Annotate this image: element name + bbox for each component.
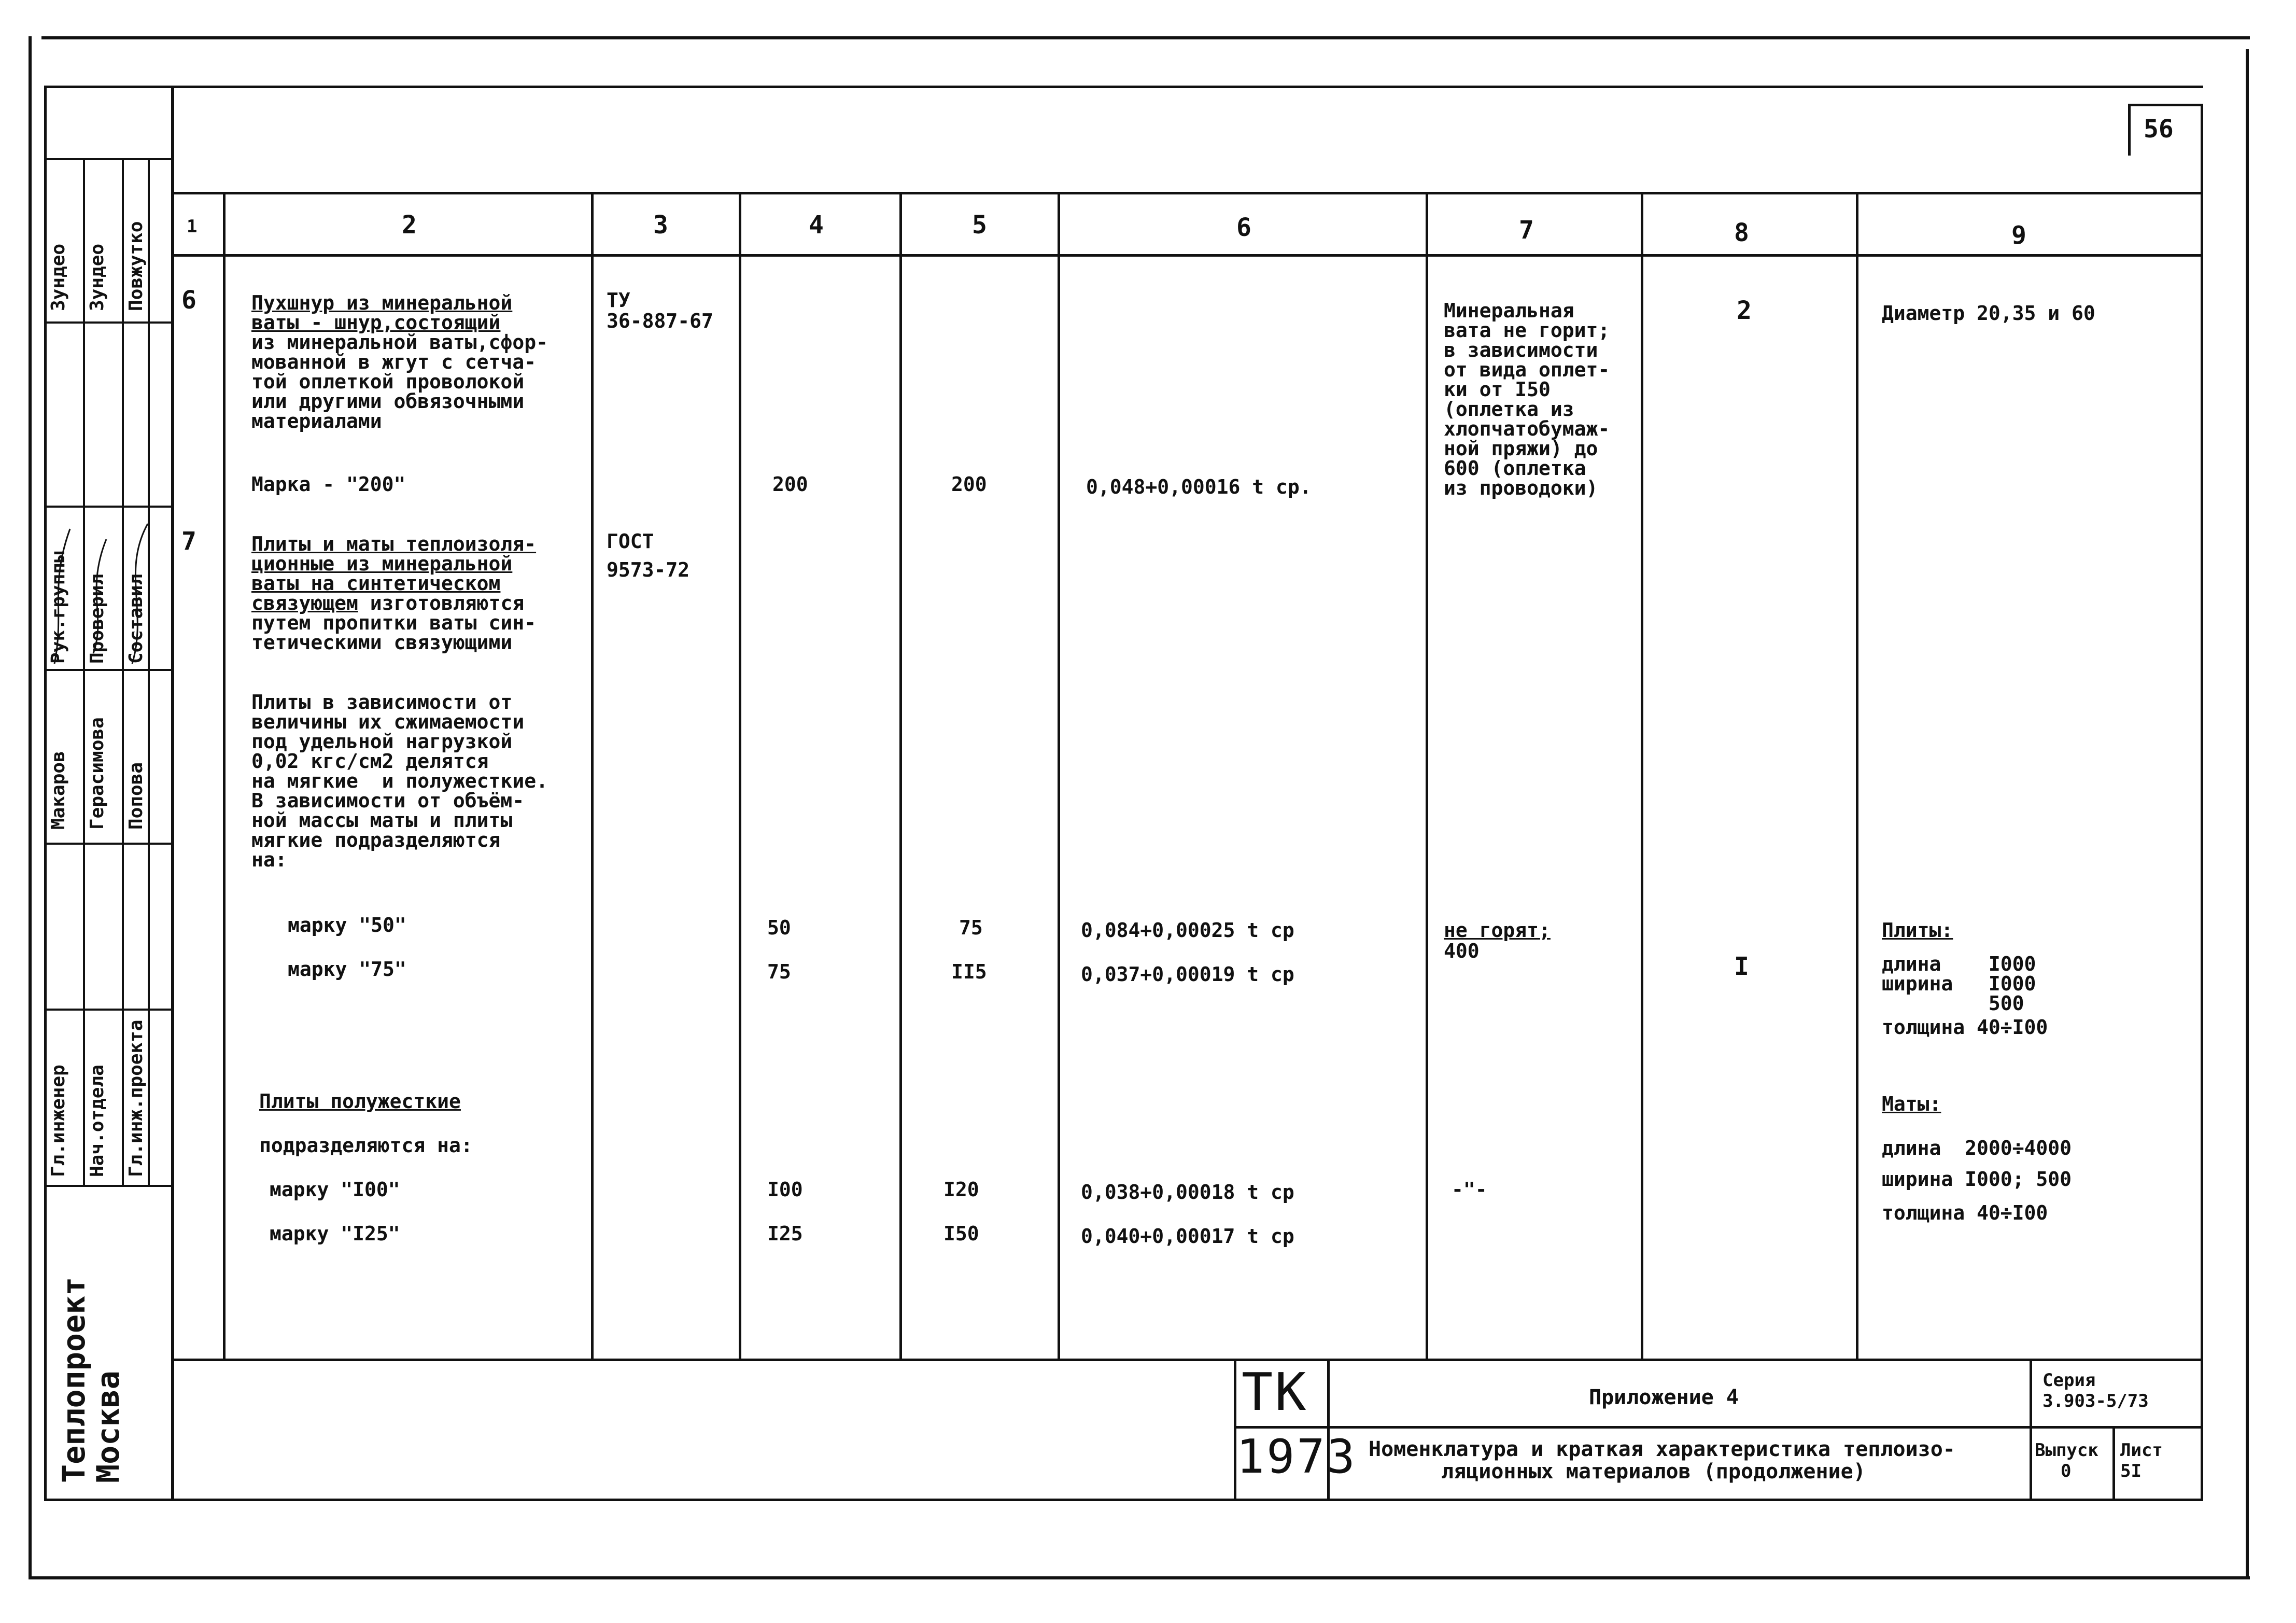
row7-m125-conductivity: 0,040+0,00017 t ср — [1081, 1225, 1294, 1248]
row7-para-line3: под удельной нагрузкой — [251, 730, 513, 753]
row7-m125-temp: I50 — [943, 1222, 979, 1245]
row7-title-line2: ционные из минеральной — [251, 552, 513, 575]
row7-plates-heading: Плиты: — [1882, 919, 1953, 942]
stamp-role-group-head: Рук.группы — [48, 551, 69, 664]
row6-marka: Марка - "200" — [251, 473, 406, 496]
org-name — [57, 1277, 125, 1483]
row7-gost-line1: ГОСТ — [607, 530, 654, 553]
table-top — [171, 192, 2203, 194]
tb-sheet-value: 5I — [2120, 1461, 2142, 1481]
stamp-h5 — [44, 843, 174, 845]
row7-m100-density: I00 — [767, 1178, 803, 1201]
row6-number: 6 — [181, 286, 196, 315]
row7-mats-thickness: толщина 40÷I00 — [1882, 1201, 2048, 1224]
stamp-role-dept-head: Нач.отдела — [87, 1065, 108, 1177]
inner-right — [2201, 104, 2203, 1499]
row7-m50-label: марку "50" — [288, 914, 406, 936]
row6-class: 2 — [1737, 296, 1752, 325]
row7-number: 7 — [181, 527, 196, 556]
tb-series-value: 3.903-5/73 — [2043, 1391, 2149, 1411]
stamp-role-checked: Проверил — [87, 573, 108, 664]
row7-plates-length: длина I000 — [1882, 953, 2036, 975]
row6-desc-line4: или другими обвязочными — [251, 390, 525, 413]
tb-issue-label: Выпуск — [2035, 1440, 2098, 1461]
pgbox-top — [2128, 104, 2201, 106]
inner-left — [44, 86, 47, 1501]
frame-bottom — [29, 1576, 2250, 1579]
col-header-5: 5 — [972, 211, 987, 240]
stamp-h2 — [44, 321, 174, 324]
frame-right — [2246, 49, 2249, 1576]
row7-fire-ditto: -"- — [1452, 1178, 1487, 1201]
row7-fire-line1: не горят; — [1444, 919, 1551, 942]
row7-title-line3: ваты на синтетическом — [251, 572, 501, 595]
row7-plates-thickness: толщина 40÷I00 — [1882, 1016, 2048, 1039]
col-header-8: 8 — [1734, 218, 1749, 247]
row7-mats-length: длина 2000÷4000 — [1882, 1137, 2072, 1159]
row6-desc-line5: материалами — [251, 410, 382, 432]
row7-para-line8: мягкие подразделяются — [251, 829, 501, 851]
col-div-3 — [739, 192, 741, 1361]
row7-fire-line2: 400 — [1444, 940, 1480, 962]
col-header-1: 1 — [187, 216, 198, 237]
col-header-7: 7 — [1519, 216, 1534, 245]
row6-fire-line3: в зависимости — [1444, 339, 1598, 361]
page-number: 56 — [2144, 115, 2174, 144]
tb-title-line1: Номенклатура и краткая характеристика теплоизо- — [1369, 1437, 1955, 1461]
stamp-v1 — [83, 158, 85, 1185]
row7-m125-density: I25 — [767, 1222, 803, 1245]
row6-dimensions: Диаметр 20,35 и 60 — [1882, 302, 2095, 325]
stamp-h6 — [44, 1009, 174, 1011]
org-name-line1: Теплопроект — [56, 1277, 92, 1483]
row6-fire-line7: хлопчатобумаж- — [1444, 417, 1610, 440]
row7-para-line5: на мягкие и полужесткие. — [251, 769, 548, 792]
stamp-name-3: Попова — [125, 762, 147, 830]
frame-top — [41, 36, 2250, 39]
col-div-8 — [1856, 192, 1858, 1361]
row6-desc-line3: той оплеткой проволокой — [251, 370, 525, 393]
row6-density: 200 — [772, 473, 808, 496]
stamp-name-1: Макаров — [48, 751, 69, 830]
col-header-3: 3 — [653, 211, 668, 240]
row6-fire-line5: ки от I50 — [1444, 378, 1551, 401]
row7-m100-conductivity: 0,038+0,00018 t ср — [1081, 1181, 1294, 1204]
row6-fire-line8: ной пряжи) до — [1444, 437, 1598, 460]
row7-para-line7: ной массы маты и плиты — [251, 809, 513, 832]
stamp-role-chief-engineer: Гл.инженер — [48, 1065, 69, 1177]
col-header-9: 9 — [2011, 221, 2026, 250]
row7-m50-temp: 75 — [959, 916, 983, 939]
row7-title-line1: Плиты и маты теплоизоля- — [251, 533, 537, 555]
stamp-h1 — [44, 158, 174, 160]
row7-m50-density: 50 — [767, 916, 791, 939]
row6-fire-line4: от вида оплет- — [1444, 358, 1610, 381]
row6-title-line2: ваты - шнур,состоящий — [251, 311, 501, 334]
inner-bottom — [44, 1499, 2203, 1501]
row7-para-line6: В зависимости от объём- — [251, 789, 525, 812]
stamp-h7 — [44, 1185, 174, 1187]
stamp-divider — [171, 86, 174, 1501]
row6-fire-line6: (оплетка из — [1444, 398, 1574, 421]
row6-desc-line2: мованной в жгут с сетча- — [251, 351, 537, 373]
stamp-name-4: Зундео — [48, 243, 69, 311]
tb-sheet-left — [2112, 1426, 2115, 1499]
row7-gost-line2: 9573-72 — [607, 558, 690, 581]
row7-desc-line2: тетическими связующими — [251, 631, 513, 654]
row7-plates-width2: 500 — [1882, 992, 2024, 1015]
row7-plates-width: ширина I000 — [1882, 972, 2036, 995]
col-div-7 — [1641, 192, 1643, 1361]
row7-m75-label: марку "75" — [288, 958, 406, 981]
row6-fire-line10: из проводоки) — [1444, 477, 1598, 499]
row7-para-line1: Плиты в зависимости от — [251, 691, 513, 713]
frame-left — [29, 36, 32, 1579]
tb-issue-value: 0 — [2061, 1461, 2072, 1481]
row6-fire-line2: вата не горит; — [1444, 319, 1610, 342]
col-header-2: 2 — [402, 211, 417, 240]
row7-para-line4: 0,02 кгс/см2 делятся — [251, 750, 489, 773]
col-header-6: 6 — [1236, 213, 1251, 242]
row7-class: I — [1734, 952, 1749, 981]
row6-fire-line9: 600 (оплетка — [1444, 457, 1586, 480]
row7-m125-label: марку "I25" — [270, 1222, 400, 1245]
pgbox-left — [2128, 104, 2131, 156]
tb-title-line2: ляционных материалов (продолжение) — [1441, 1460, 1866, 1484]
tb-series-label: Серия — [2043, 1370, 2096, 1391]
row6-gost-line1: ТУ — [607, 289, 630, 312]
row7-semirigid-heading: Плиты полужесткие — [259, 1090, 461, 1113]
stamp-h3 — [44, 506, 174, 508]
header-bottom — [171, 254, 2203, 257]
row7-desc-line1: путем пропитки ваты син- — [251, 611, 537, 634]
tb-mid — [1234, 1426, 2203, 1429]
row6-conductivity: 0,048+0,00016 t ср. — [1086, 475, 1312, 498]
row7-para-line2: величины их сжимаемости — [251, 710, 525, 733]
signature-marks — [44, 508, 174, 669]
row7-title-binder: связующем — [251, 592, 358, 614]
col-header-4: 4 — [809, 211, 824, 240]
org-name-line2: Москва — [90, 1370, 126, 1483]
stamp-name-5: Зундео — [87, 243, 108, 311]
col-div-1 — [223, 192, 226, 1361]
col-div-6 — [1426, 192, 1428, 1361]
row7-m100-label: марку "I00" — [270, 1178, 400, 1201]
row6-desc-line1: из минеральной ваты,сфор- — [251, 331, 548, 354]
stamp-name-2: Герасимова — [87, 717, 108, 830]
tb-logo-year: 1973 — [1236, 1430, 1357, 1484]
row7-title-tail: изготовляются — [358, 592, 525, 614]
stamp-h4 — [44, 669, 174, 671]
row6-gost-line2: 36-887-67 — [607, 310, 713, 332]
row7-m50-conductivity: 0,084+0,00025 t ср — [1081, 919, 1294, 942]
tb-appendix: Приложение 4 — [1589, 1386, 1739, 1409]
tb-logo-tk: ТК — [1242, 1362, 1308, 1422]
stamp-name-6: Повжутко — [125, 221, 147, 311]
row7-m75-density: 75 — [767, 960, 791, 983]
col-div-2 — [591, 192, 594, 1361]
stamp-role-compiled: Составил — [125, 573, 147, 664]
row6-fire-line1: Минеральная — [1444, 299, 1574, 322]
col-div-4 — [899, 192, 902, 1361]
row7-mats-width: ширина I000; 500 — [1882, 1168, 2072, 1191]
stamp-v2 — [122, 158, 124, 1185]
row7-mats-heading: Маты: — [1882, 1093, 1941, 1115]
row7-m100-temp: I20 — [943, 1178, 979, 1201]
row7-semirigid-sub: подразделяются на: — [259, 1134, 473, 1157]
row6-title-line1: Пухшнур из минеральной — [251, 291, 513, 314]
stamp-role-project-engineer: Гл.инж.проекта — [125, 1019, 147, 1177]
col-div-5 — [1058, 192, 1060, 1361]
row7-m75-temp: II5 — [951, 960, 987, 983]
tb-sheet-label: Лист — [2120, 1440, 2163, 1461]
row7-para-line9: на: — [251, 848, 287, 871]
inner-top — [44, 86, 2203, 88]
row7-title-line4 — [251, 593, 524, 613]
row7-m75-conductivity: 0,037+0,00019 t ср — [1081, 963, 1294, 986]
tb-series-left — [2030, 1361, 2032, 1499]
row6-temp-limit: 200 — [951, 473, 987, 496]
table-bottom — [171, 1359, 2203, 1361]
stamp-v3 — [148, 158, 150, 1185]
